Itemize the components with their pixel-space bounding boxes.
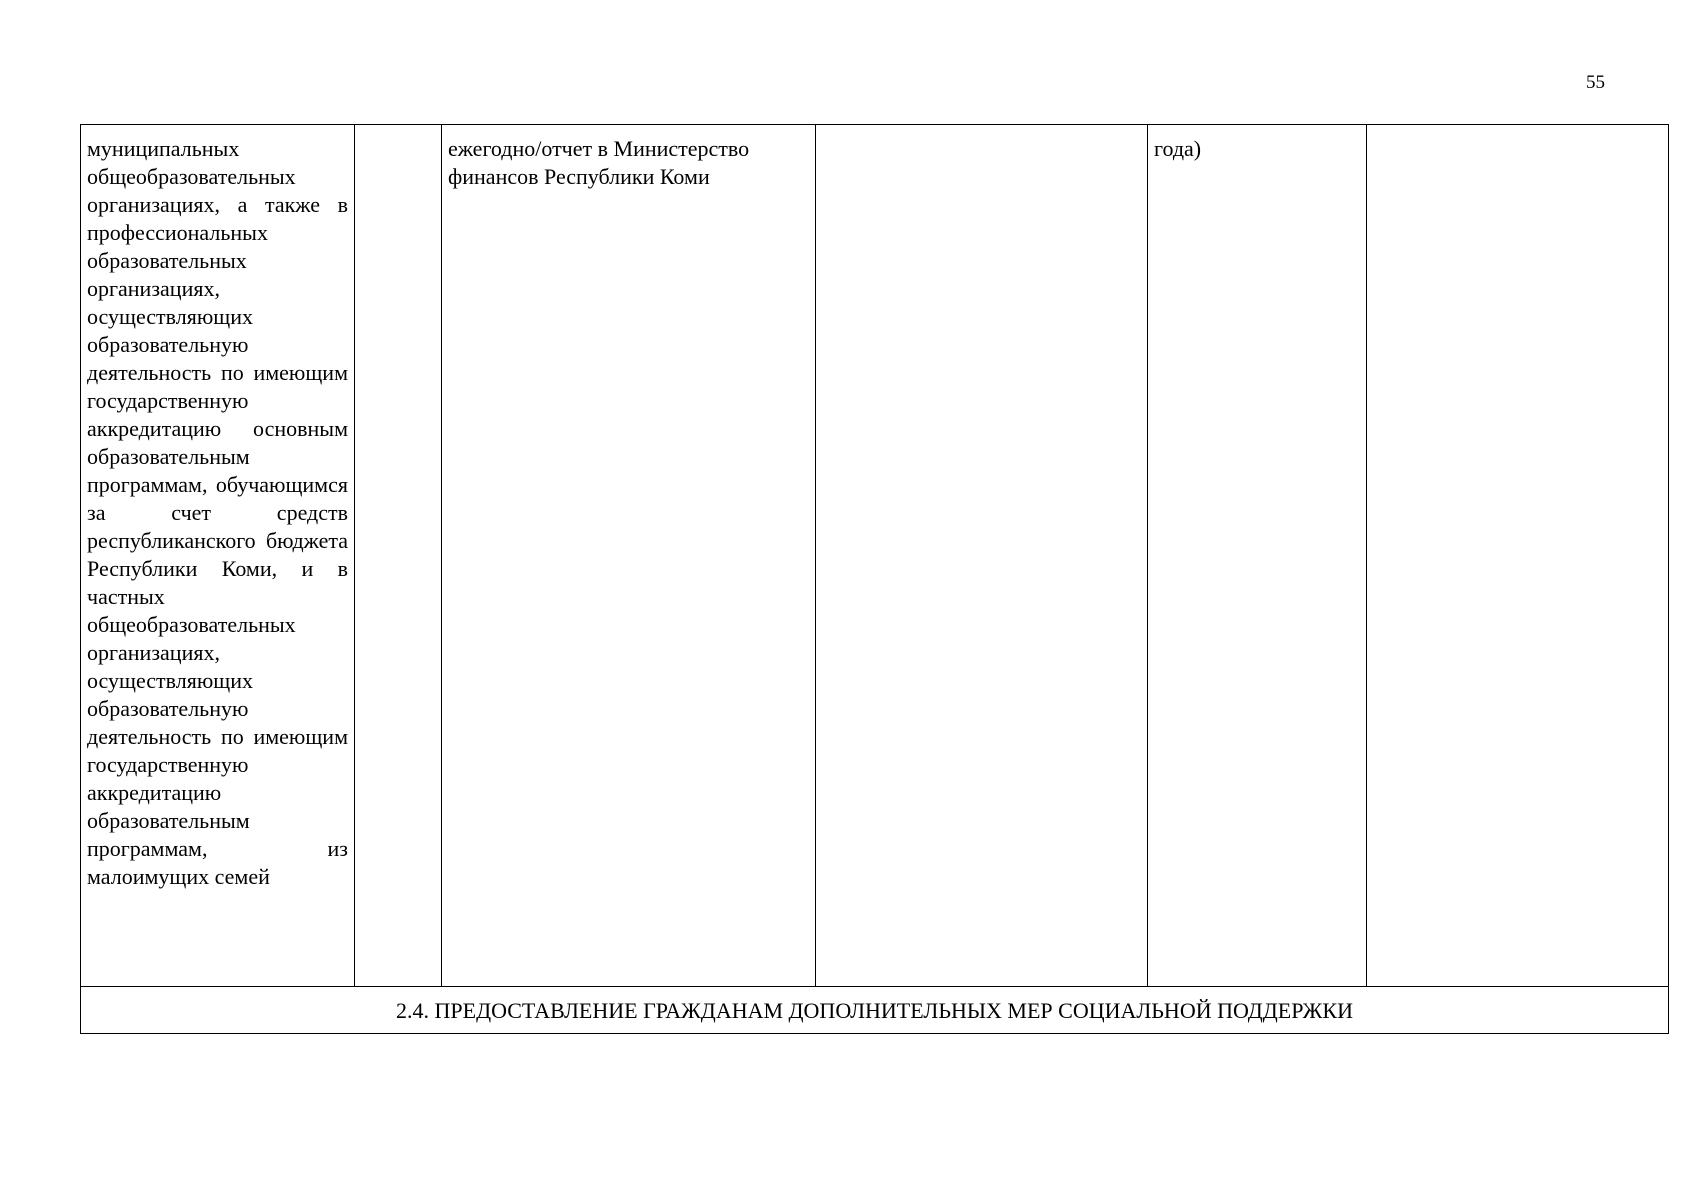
empty-cell <box>355 125 442 987</box>
deadline-cell: года) <box>1148 125 1367 987</box>
section-row <box>81 987 1669 1034</box>
measure-description-cell: муниципальных общеобразовательных организациях, а также в профессиональных образовательных организациях, осуществляющих образовательную деятельность по имеющим государственную аккредитацию основным образовательным программам, обучающимся за счет средств республиканского бюджета Республики Коми, и в частных общеобразовательных организациях, осуществляющих образовательную деятельность по имеющим государственную аккредитацию образовательным программам, из малоимущих семей <box>81 125 355 987</box>
page-number: 55 <box>1586 72 1605 93</box>
empty-cell <box>1367 125 1669 987</box>
section-heading: 2.4. ПРЕДОСТАВЛЕНИЕ ГРАЖДАНАМ ДОПОЛНИТЕЛЬНЫХ МЕР СОЦИАЛЬНОЙ ПОДДЕРЖКИ <box>81 987 1669 1034</box>
empty-cell <box>816 125 1148 987</box>
table-row <box>81 125 1669 987</box>
reporting-cell: ежегодно/отчет в Министерство финансов Республики Коми <box>442 125 816 987</box>
measures-table <box>80 124 1669 1034</box>
